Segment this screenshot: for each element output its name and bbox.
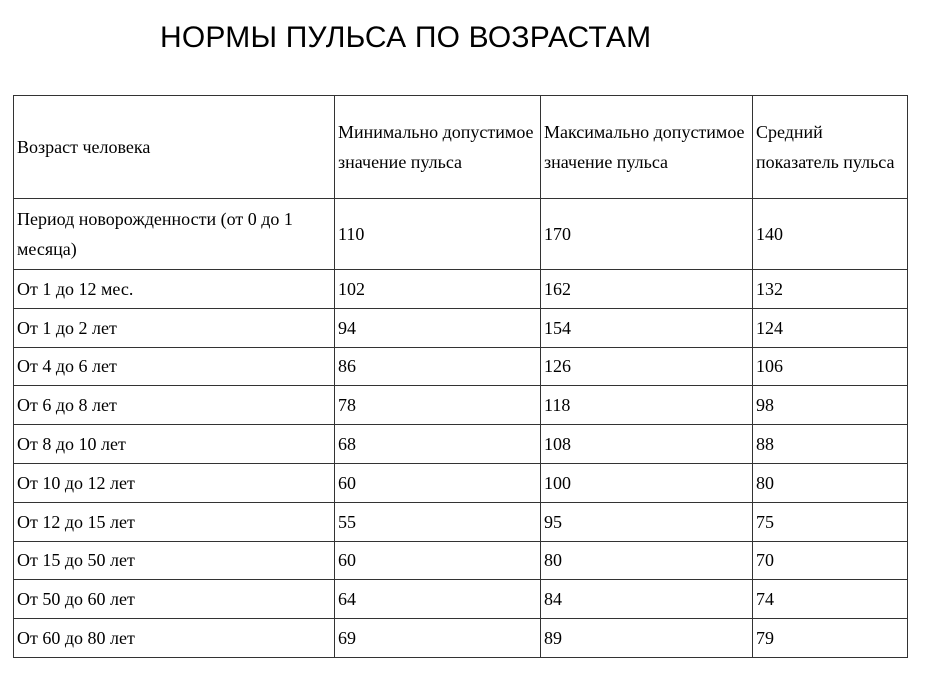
- cell-max: 118: [541, 386, 753, 425]
- cell-min: 78: [335, 386, 541, 425]
- cell-min: 86: [335, 347, 541, 386]
- cell-avg: 106: [753, 347, 908, 386]
- cell-min: 68: [335, 425, 541, 464]
- cell-avg: 140: [753, 199, 908, 270]
- cell-age: От 60 до 80 лет: [14, 619, 335, 658]
- header-age: Возраст человека: [14, 96, 335, 199]
- table-row: [14, 386, 908, 425]
- table-row: [14, 308, 908, 347]
- cell-max: 80: [541, 541, 753, 580]
- cell-max: 162: [541, 270, 753, 309]
- table-row: [14, 199, 908, 270]
- cell-min: 69: [335, 619, 541, 658]
- table-row: [14, 541, 908, 580]
- cell-avg: 75: [753, 502, 908, 541]
- cell-max: 84: [541, 580, 753, 619]
- cell-age: От 50 до 60 лет: [14, 580, 335, 619]
- cell-avg: 124: [753, 308, 908, 347]
- table-row: [14, 425, 908, 464]
- table-row: [14, 270, 908, 309]
- cell-age: От 4 до 6 лет: [14, 347, 335, 386]
- cell-avg: 79: [753, 619, 908, 658]
- cell-age: От 1 до 12 мес.: [14, 270, 335, 309]
- cell-age: От 6 до 8 лет: [14, 386, 335, 425]
- cell-min: 60: [335, 463, 541, 502]
- cell-age: От 8 до 10 лет: [14, 425, 335, 464]
- table-row: [14, 580, 908, 619]
- cell-avg: 80: [753, 463, 908, 502]
- cell-max: 95: [541, 502, 753, 541]
- cell-avg: 70: [753, 541, 908, 580]
- table-row: [14, 502, 908, 541]
- cell-min: 110: [335, 199, 541, 270]
- cell-min: 102: [335, 270, 541, 309]
- cell-age: От 12 до 15 лет: [14, 502, 335, 541]
- header-max-pulse: Максимально допустимое значение пульса: [541, 96, 753, 199]
- cell-max: 108: [541, 425, 753, 464]
- cell-max: 126: [541, 347, 753, 386]
- cell-avg: 88: [753, 425, 908, 464]
- cell-min: 94: [335, 308, 541, 347]
- header-min-pulse: Минимально допустимое значение пульса: [335, 96, 541, 199]
- table-row: [14, 619, 908, 658]
- cell-max: 170: [541, 199, 753, 270]
- cell-min: 60: [335, 541, 541, 580]
- cell-avg: 132: [753, 270, 908, 309]
- cell-min: 55: [335, 502, 541, 541]
- cell-avg: 98: [753, 386, 908, 425]
- cell-age: Период новорожденности (от 0 до 1 месяца): [14, 199, 335, 270]
- cell-avg: 74: [753, 580, 908, 619]
- cell-age: От 10 до 12 лет: [14, 463, 335, 502]
- table-header-row: [14, 96, 908, 199]
- header-avg-pulse: Средний показатель пульса: [753, 96, 908, 199]
- cell-max: 154: [541, 308, 753, 347]
- cell-min: 64: [335, 580, 541, 619]
- cell-max: 89: [541, 619, 753, 658]
- table-row: [14, 463, 908, 502]
- cell-max: 100: [541, 463, 753, 502]
- page-title: НОРМЫ ПУЛЬСА ПО ВОЗРАСТАМ: [160, 21, 652, 54]
- table-row: [14, 347, 908, 386]
- cell-age: От 1 до 2 лет: [14, 308, 335, 347]
- cell-age: От 15 до 50 лет: [14, 541, 335, 580]
- pulse-norms-table: [13, 95, 908, 658]
